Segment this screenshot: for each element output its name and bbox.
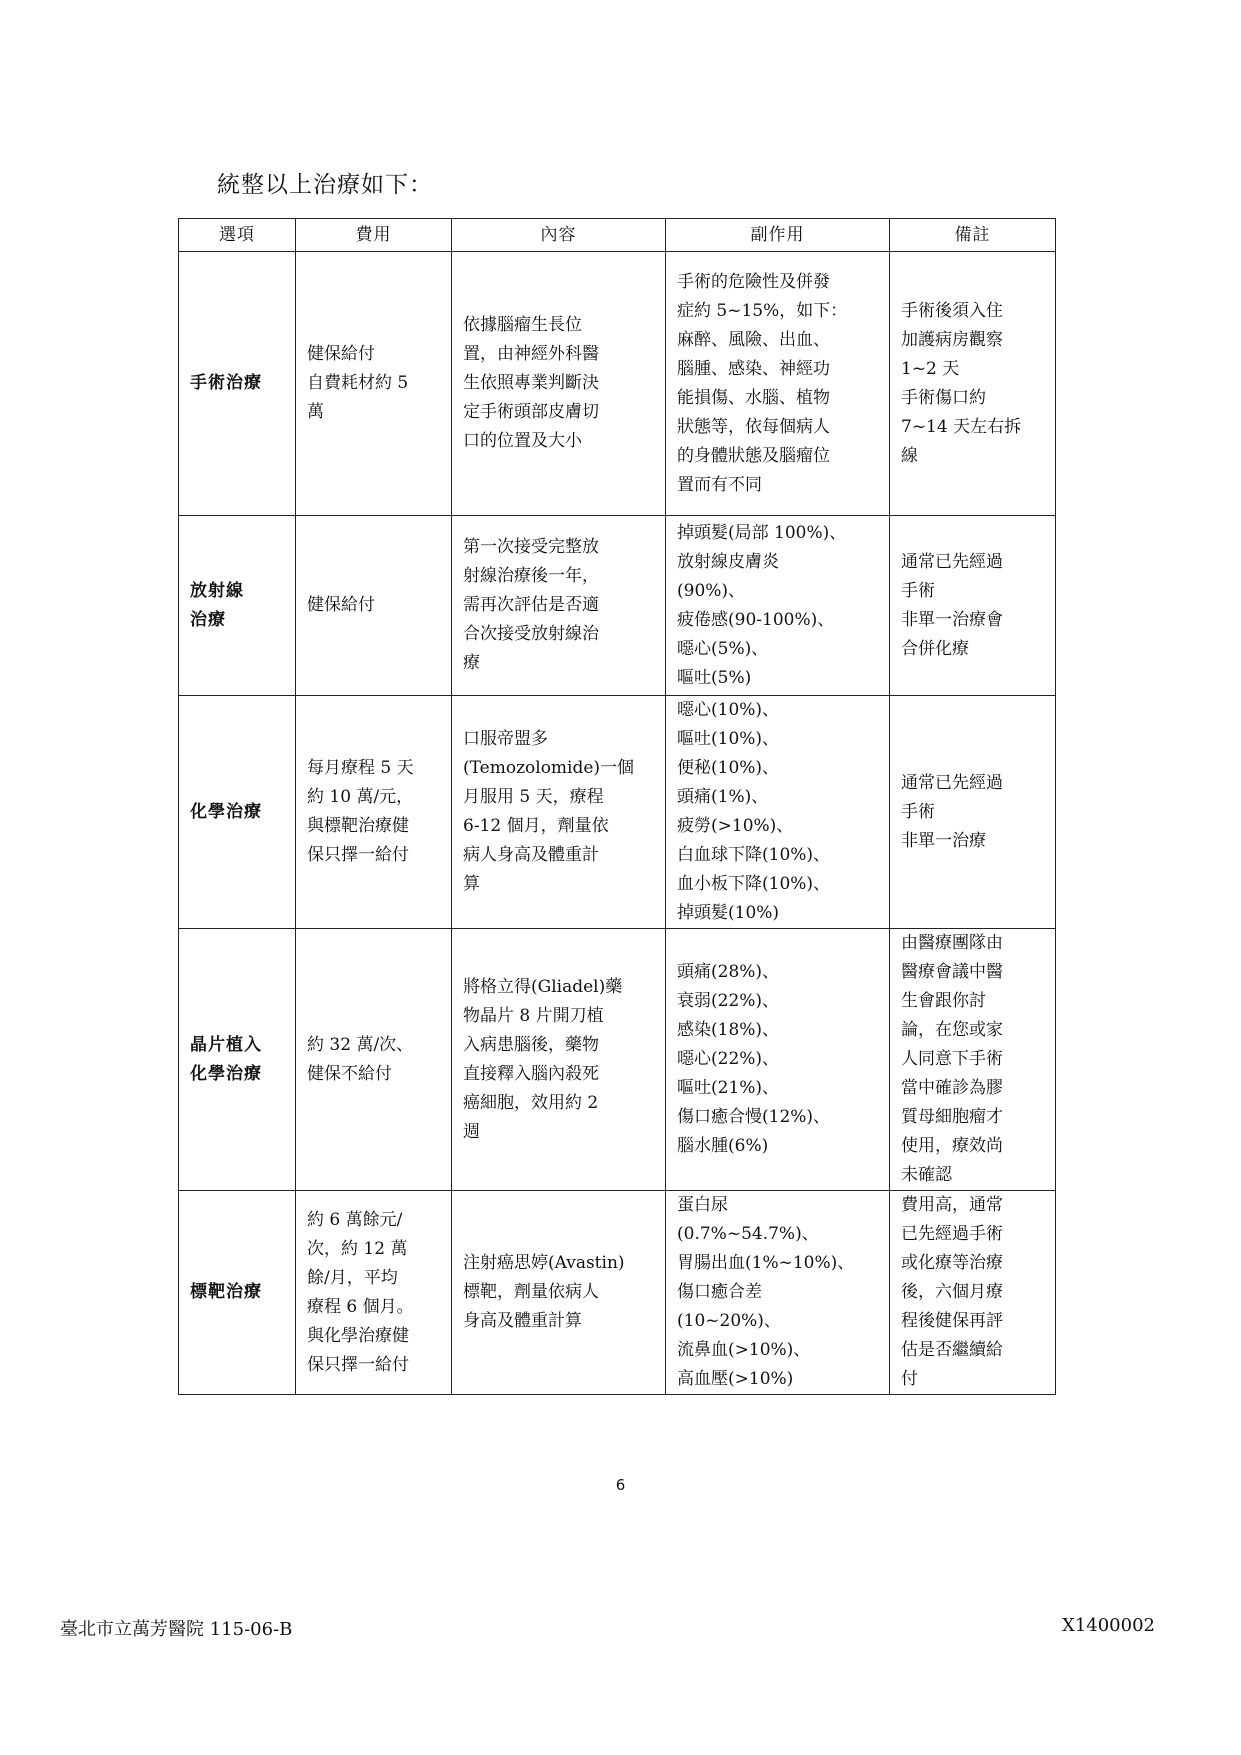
cell-content: [452, 252, 666, 516]
cell-line: 後，六個月療: [901, 1282, 1003, 1302]
cell-line: (0.7%~54.7%)、: [677, 1224, 819, 1244]
cell-notes: [890, 929, 1056, 1191]
cell-side-effects: [666, 516, 890, 696]
cell-line: 血小板下降(10%)、: [677, 874, 831, 894]
footer-hospital-code: 臺北市立萬芳醫院 115-06-B: [60, 1619, 293, 1640]
cell-line: 或化療等治療: [901, 1253, 1003, 1273]
table-row: [179, 1191, 1056, 1395]
cell-line: 的身體狀態及腦瘤位: [677, 445, 830, 466]
cell-line: 症約 5~15%，如下：: [677, 300, 848, 321]
cell-line: 費用高，通常: [901, 1195, 1003, 1215]
cell-line: 線: [901, 445, 918, 466]
cell-side-effects: [666, 1191, 890, 1395]
cell-line: 注射癌思婷(Avastin): [463, 1253, 625, 1273]
cell-line: 癌細胞，效用約 2: [463, 1092, 599, 1113]
cell-line: 1~2 天: [901, 358, 960, 379]
cell-line: 餘/月，平均: [307, 1267, 398, 1288]
cell-line: 嘔吐(10%)、: [677, 729, 780, 749]
cell-content: [452, 516, 666, 696]
cell-line: 置而有不同: [677, 474, 762, 495]
cell-cost: [296, 1191, 452, 1395]
cell-line: 晶片植入: [190, 1034, 262, 1055]
cell-line: 噁心(10%)、: [677, 700, 780, 720]
cell-line: 算: [463, 874, 480, 894]
cell-option: [179, 516, 296, 696]
cell-line: 估是否繼續給: [901, 1340, 1003, 1360]
cell-line: 化學治療: [190, 1063, 262, 1084]
cell-line: 傷口癒合差: [677, 1282, 762, 1302]
cell-line: 合併化療: [901, 638, 969, 659]
header-option: 選項: [179, 219, 296, 252]
page-heading: 統整以上治療如下：: [217, 172, 433, 198]
cell-line: 通常已先經過: [901, 551, 1003, 572]
cell-line: 7~14 天左右拆: [901, 416, 1022, 437]
cell-line: (90%)、: [677, 580, 746, 601]
cell-line: 付: [901, 1369, 918, 1389]
cell-line: 質母細胞瘤才: [901, 1107, 1003, 1127]
header-notes: 備註: [890, 219, 1056, 252]
cell-cost: [296, 516, 452, 696]
cell-option: [179, 696, 296, 929]
cell-side-effects: [666, 252, 890, 516]
cell-line: 手術: [901, 801, 935, 822]
cell-line: 感染(18%)、: [677, 1020, 780, 1040]
cell-line: 生會跟你討: [901, 991, 986, 1011]
cell-line: 手術後須入住: [901, 300, 1003, 321]
cell-option: [179, 929, 296, 1191]
cell-line: 白血球下降(10%)、: [677, 845, 831, 865]
cell-line: 放射線: [190, 580, 244, 601]
cell-line: 入病患腦後，藥物: [463, 1034, 599, 1055]
treatment-summary-table: [178, 218, 1056, 1395]
cell-line: 論，在您或家: [901, 1020, 1003, 1040]
cell-line: 6-12 個月，劑量依: [463, 816, 609, 836]
cell-line: 衰弱(22%)、: [677, 991, 780, 1011]
cell-line: 約 6 萬餘元/: [307, 1209, 403, 1230]
footer-document-id: X1400002: [1062, 1615, 1155, 1636]
cell-line: 疲勞(>10%)、: [677, 816, 794, 836]
cell-side-effects: [666, 696, 890, 929]
header-cost: 費用: [296, 219, 452, 252]
cell-line: 直接釋入腦內殺死: [463, 1063, 599, 1084]
table-row: [179, 929, 1056, 1191]
cell-line: 口的位置及大小: [463, 431, 582, 451]
cell-line: 疲倦感(90-100%)、: [677, 609, 835, 630]
cell-line: 約 32 萬/次、: [307, 1034, 414, 1055]
cell-line: 身高及體重計算: [463, 1311, 582, 1331]
cell-line: 蛋白尿: [677, 1195, 728, 1215]
cell-line: 非單一治療: [901, 830, 986, 851]
cell-line: 定手術頭部皮膚切: [463, 402, 599, 422]
cell-notes: [890, 516, 1056, 696]
cell-line: 已先經過手術: [901, 1224, 1003, 1244]
cell-content: [452, 929, 666, 1191]
cell-cost: [296, 929, 452, 1191]
cell-option: [179, 1191, 296, 1395]
cell-line: 流鼻血(>10%)、: [677, 1340, 811, 1360]
cell-line: 約 10 萬/元，: [307, 787, 414, 807]
cell-line: 週: [463, 1121, 480, 1142]
cell-line: 傷口癒合慢(12%)、: [677, 1107, 831, 1127]
cell-line: 嘔吐(5%): [677, 667, 752, 688]
cell-line: 掉頭髮(10%): [677, 903, 780, 923]
cell-line: 療: [463, 653, 480, 673]
cell-line: 便秘(10%)、: [677, 758, 780, 778]
cell-line: 次，約 12 萬: [307, 1238, 408, 1259]
header-side-effects: 副作用: [666, 219, 890, 252]
cell-line: 手術傷口約: [901, 387, 986, 408]
cell-line: 將格立得(Gliadel)藥: [463, 976, 623, 997]
cell-line: 健保給付: [307, 595, 375, 615]
page-number: 6: [615, 1476, 626, 1494]
cell-line: 保只擇一給付: [307, 1354, 409, 1375]
cell-line: 加護病房觀察: [901, 329, 1003, 350]
cell-line: 手術: [901, 580, 935, 601]
header-content: 內容: [452, 219, 666, 252]
cell-line: 使用，療效尚: [901, 1136, 1003, 1156]
cell-line: 健保給付: [307, 344, 375, 364]
cell-line: 噁心(5%)、: [677, 638, 769, 659]
cell-content: [452, 1191, 666, 1395]
table-header-row: [179, 219, 1056, 252]
cell-line: 噁心(22%)、: [677, 1049, 780, 1069]
cell-line: 月服用 5 天，療程: [463, 787, 604, 807]
table-row: [179, 516, 1056, 696]
cell-line: 口服帝盟多: [463, 729, 548, 749]
cell-line: 治療: [190, 609, 226, 630]
cell-line: 麻醉、風險、出血、: [677, 329, 830, 350]
cell-notes: [890, 696, 1056, 929]
cell-line: 需再次評估是否適: [463, 595, 599, 615]
cell-line: 腦水腫(6%): [677, 1136, 769, 1156]
cell-line: 標靶，劑量依病人: [463, 1282, 599, 1302]
cell-line: 胃腸出血(1%~10%)、: [677, 1253, 855, 1273]
cell-line: 能損傷、水腦、植物: [677, 387, 830, 408]
cell-line: 療程 6 個月。: [307, 1296, 414, 1317]
cell-line: 標靶治療: [190, 1282, 262, 1302]
cell-line: 射線治療後一年，: [463, 566, 599, 586]
cell-line: 頭痛(28%)、: [677, 962, 780, 982]
cell-line: (Temozolomide)一個: [463, 758, 635, 778]
cell-content: [452, 696, 666, 929]
cell-line: 置，由神經外科醫: [463, 344, 599, 364]
cell-line: 程後健保再評: [901, 1311, 1003, 1331]
cell-line: 狀態等，依每個病人: [677, 416, 830, 437]
cell-cost: [296, 696, 452, 929]
table-row: [179, 696, 1056, 929]
cell-line: 非單一治療會: [901, 609, 1003, 630]
cell-line: 自費耗材約 5: [307, 373, 409, 393]
cell-line: 由醫療團隊由: [901, 933, 1003, 953]
cell-line: 通常已先經過: [901, 772, 1003, 793]
cell-line: 萬: [307, 402, 324, 422]
cell-line: 腦腫、感染、神經功: [677, 358, 830, 379]
cell-line: 健保不給付: [307, 1063, 392, 1084]
cell-line: 物晶片 8 片開刀植: [463, 1005, 604, 1026]
cell-notes: [890, 1191, 1056, 1395]
cell-line: 生依照專業判斷決: [463, 373, 599, 393]
cell-line: 放射線皮膚炎: [677, 551, 779, 572]
cell-line: 保只擇一給付: [307, 845, 409, 865]
cell-notes: [890, 252, 1056, 516]
cell-line: 合次接受放射線治: [463, 624, 599, 644]
cell-line: 人同意下手術: [901, 1049, 1003, 1069]
cell-line: 手術治療: [190, 373, 262, 393]
cell-side-effects: [666, 929, 890, 1191]
cell-option: [179, 252, 296, 516]
cell-line: 掉頭髮(局部 100%)、: [677, 522, 847, 543]
cell-line: (10~20%)、: [677, 1311, 781, 1331]
cell-line: 頭痛(1%)、: [677, 787, 769, 807]
cell-line: 未確認: [901, 1165, 952, 1185]
cell-line: 醫療會議中醫: [901, 962, 1003, 982]
cell-cost: [296, 252, 452, 516]
cell-line: 嘔吐(21%)、: [677, 1078, 780, 1098]
table-row: [179, 252, 1056, 516]
cell-line: 病人身高及體重計: [463, 845, 599, 865]
cell-line: 依據腦瘤生長位: [463, 315, 582, 335]
cell-line: 化學治療: [190, 801, 262, 822]
cell-line: 當中確診為膠: [901, 1078, 1003, 1098]
cell-line: 第一次接受完整放: [463, 537, 599, 557]
cell-line: 與標靶治療健: [307, 816, 409, 836]
cell-line: 手術的危險性及併發: [677, 271, 830, 292]
cell-line: 與化學治療健: [307, 1325, 409, 1346]
cell-line: 每月療程 5 天: [307, 758, 414, 778]
cell-line: 高血壓(>10%): [677, 1369, 794, 1389]
